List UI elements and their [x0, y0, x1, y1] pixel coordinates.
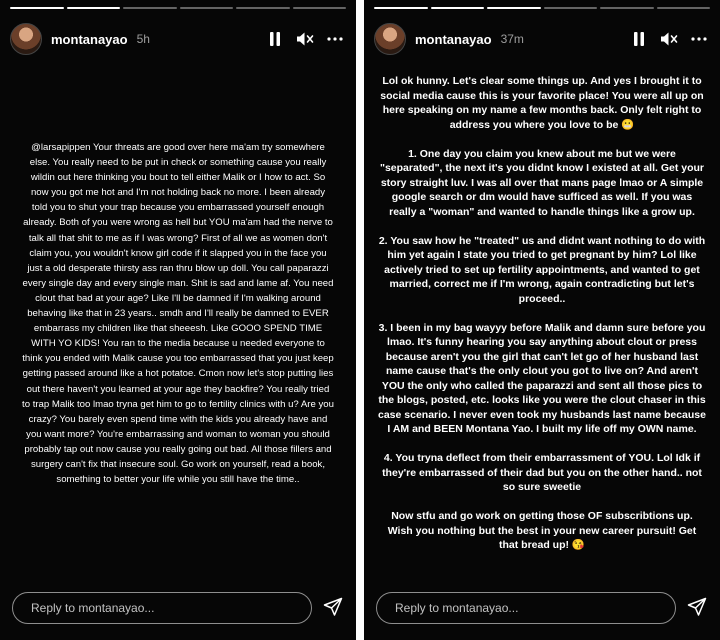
- reply-input[interactable]: [393, 600, 675, 616]
- progress-segment: [544, 7, 598, 9]
- pause-icon[interactable]: [630, 30, 648, 48]
- progress-segment: [293, 7, 347, 9]
- username[interactable]: montanayao: [415, 31, 492, 47]
- story-text: Lol ok hunny. Let's clear some things up. And yes I brought it to social media cause this is your favorite place! You were all up on here speaking on my name a few months back. Only felt right to address you where you love to be 😬 1. One day you claim you knew about me but we were "separated", the next it's you didnt know I existed at all. Get your story straight luv. I was all over that mans page lmao or A simple google search or dm would have sufficed as well. If you was really a "woman" and wanted to handle things like a grow up. 2. You saw how he "treated" us and didnt want nothing to do with him yet again I state you tried to get pregnant by him? Lol like actively tried to set up fertility appointments, and wanted to get married, correct me if I'm wrong, again contradicting but let's proceed.. 3. I been in my bag wayyy before Malik and damn sure before you lmao. It's funny hearing you say anything about clout or press because aren't you the girl that can't let go of her husband last name cause that's the only clout you got to live on? And aren't YOU the only who called the paparazzi and sent all those pics to the blogs, posted, etc. looks like you were the clout chaser in this case scenario. I never even took my husbands last name because I AM and BEEN Montana Yao. I built my life off my OWN name. 4. You tryna deflect from their embarrassment of YOU. Lol Idk if they're embarrassed of their dad but you on the other hand.. not so sure sweetie Now stfu and go work on getting those OF subscribtions up. Wish you nothing but the best in your new career pursuit! Get that bread up! 😘: [378, 75, 706, 551]
- avatar[interactable]: [10, 23, 42, 55]
- progress-segment: [374, 7, 428, 9]
- avatar[interactable]: [374, 23, 406, 55]
- story-text: @larsapippen Your threats are good over here ma'am try somewhere else. You really need to be put in check or something cause you really wildin out here thinking you bout to tell either Malik or I how to act. So now you got me hot and I'm not holding back no more. I been already told you to shut your trap because you embarrassed yourself enough already. Both of you were wrong as hell but YOU ma'am had the nerve to talk all that shit to me as if I was wrong? First of all we as women don't claim you, you wouldn't know girl code if it slapped you in the face you just a old desperate thirsty ass ran thru blow up doll. You call paparazzi every single day and every single man. Shit is sad and lame af. You need clout that bad at your age? Like I'll be damned if I'm walking around behaving like that in 23 years.. smdh and I'll really be damned to EVER embarrass my children like that sheeesh. Like GOOO SPEND TIME WITH YO KIDS! You ran to the media because u needed everyone to think you ended with Malik cause you too embarrassed that you just keep getting passed around like a hot potatoe. Cmon now let's stop putting lies out there haven't you learned at your age they backfire? You really tried to trap Malik too lmao tryna get him to go to fertility clinics with u? Are you crazy? You barely even spend time with the kids you already have and you want more? You're embarrassing and woman to woman you should probably tap out now cause you really going out bad. All those fillers and surgery can't fix that insecure soul. Go work on yourself, read a book, something to better your life while you still have the time..: [22, 142, 337, 486]
- reply-bar[interactable]: [376, 592, 676, 624]
- timestamp: 37m: [500, 32, 524, 46]
- progress-segment: [487, 7, 541, 9]
- send-icon[interactable]: [322, 596, 344, 618]
- story-header: [374, 22, 708, 56]
- progress-segment: [657, 7, 711, 9]
- story-controls: [266, 30, 344, 48]
- reply-bar[interactable]: [12, 592, 312, 624]
- mute-icon[interactable]: [660, 30, 678, 48]
- progress-segment: [67, 7, 121, 9]
- story-progress-bar: [374, 7, 710, 9]
- progress-segment: [236, 7, 290, 9]
- story-panel-right[interactable]: [364, 0, 720, 640]
- more-icon[interactable]: [690, 30, 708, 48]
- progress-segment: [10, 7, 64, 9]
- progress-segment: [180, 7, 234, 9]
- story-header: [10, 22, 344, 56]
- progress-segment: [600, 7, 654, 9]
- timestamp: 5h: [136, 32, 150, 46]
- pause-icon[interactable]: [266, 30, 284, 48]
- more-icon[interactable]: [326, 30, 344, 48]
- reply-input[interactable]: [29, 600, 311, 616]
- story-progress-bar: [10, 7, 346, 9]
- mute-icon[interactable]: [296, 30, 314, 48]
- progress-segment: [431, 7, 485, 9]
- send-icon[interactable]: [686, 596, 708, 618]
- username[interactable]: montanayao: [51, 31, 128, 47]
- progress-segment: [123, 7, 177, 9]
- story-panel-left[interactable]: [0, 0, 356, 640]
- story-controls: [630, 30, 708, 48]
